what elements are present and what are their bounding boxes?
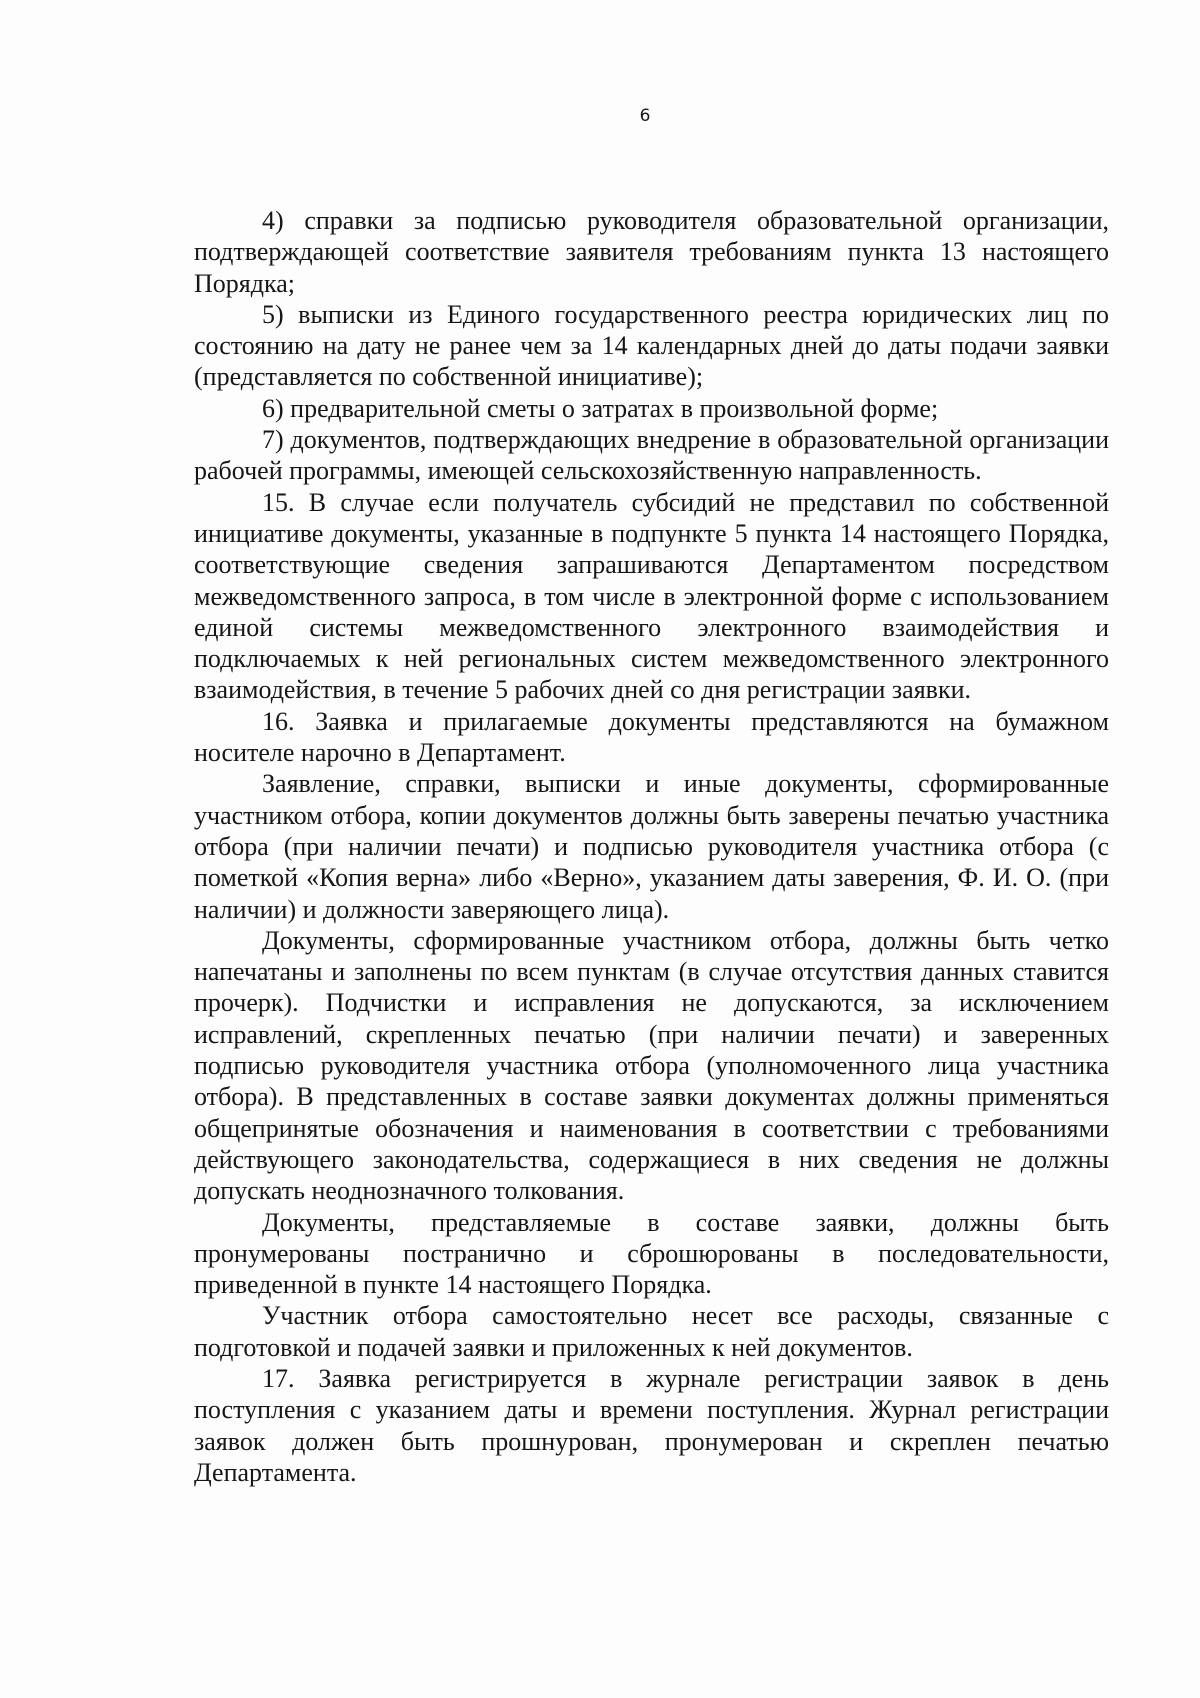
paragraph-item-5: 5) выписки из Единого государственного реестра юридических лиц по состоянию на дату не ранее чем за 14 календарных дней до даты подачи заявки (представляется по собственной инициативе); [194, 299, 1109, 392]
document-body [194, 205, 1109, 1488]
paragraph-item-4: 4) справки за подписью руководителя образовательной организации, подтверждающей соответствие заявителя требованиям пункта 13 настоящего Порядка; [194, 206, 1109, 298]
paragraph-clause-16: 16. Заявка и прилагаемые документы представляются на бумажном носителе нарочно в Департамент. [194, 706, 1109, 768]
paragraph-item-6: 6) предварительной сметы о затратах в произвольной форме; [262, 393, 939, 423]
page-number: 6 [639, 106, 651, 126]
paragraph-expenses: Участник отбора самостоятельно несет все расходы, связанные с подготовкой и подачей заявки и приложенных к ней документов. [194, 1301, 1109, 1362]
paragraph-clause-17: 17. Заявка регистрируется в журнале регистрации заявок в день поступления с указанием даты и времени поступления. Журнал регистрации заявок должен быть прошнурован, пронумерован и скреплен печатью Департамента. [194, 1363, 1109, 1487]
paragraph-item-7: 7) документов, подтверждающих внедрение в образовательной организации рабочей программы, имеющей сельскохозяйственную направленность. [194, 425, 1109, 486]
paragraph-numbering: Документы, представляемые в составе заявки, должны быть пронумерованы постранично и сброшюрованы в последовательности, приведенной в пункте 14 настоящего Порядка. [194, 1207, 1109, 1300]
paragraph-certification: Заявление, справки, выписки и иные документы, сформированные участником отбора, копии документов должны быть заверены печатью участника отбора (при наличии печати) и подписью руководителя участника отбора (с пометкой «Копия верна» либо «Верно», указанием даты заверения, Ф. И. О. (при наличии) и должности заверяющего лица). [194, 769, 1109, 924]
paragraph-document-requirements: Документы, сформированные участником отбора, должны быть четко напечатаны и заполнены по всем пунктам (в случае отсутствия данных ставится прочерк). Подчистки и исправления не допускаются, за исключением исправлений, скрепленных печатью (при наличии печати) и заверенных подписью руководителя участника отбора (уполномоченного лица участника отбора). В представленных в составе заявки документах должны применяться общепринятые обозначения и наименования в соответствии с требованиями действующего законодательства, содержащиеся в них сведения не должны допускать неоднозначного толкования. [194, 925, 1109, 1206]
paragraph-clause-15: 15. В случае если получатель субсидий не представил по собственной инициативе документы, указанные в подпункте 5 пункта 14 настоящего Порядка, соответствующие сведения запрашиваются Департаментом посредством межведомственного запроса, в том числе в электронной форме с использованием единой системы межведомственного электронного взаимодействия и подключаемых к ней региональных систем межведомственного электронного взаимодействия, в течение 5 рабочих дней со дня регистрации заявки. [194, 487, 1109, 705]
